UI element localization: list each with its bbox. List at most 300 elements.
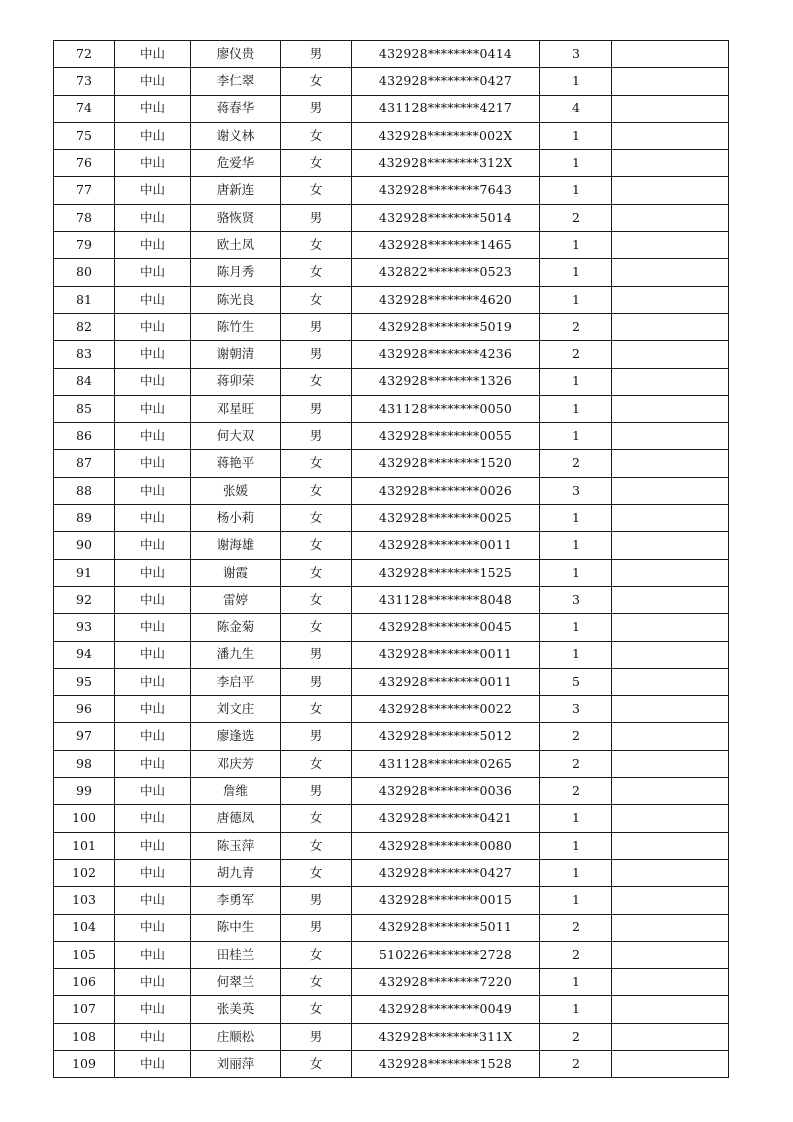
town-cell: 中山 (115, 750, 191, 777)
table-row (54, 996, 729, 1023)
table-row (54, 750, 729, 777)
person-name-cell: 邓庆芳 (191, 750, 281, 777)
person-name-cell: 陈玉萍 (191, 832, 281, 859)
person-name-cell: 何翠兰 (191, 969, 281, 996)
person-name-cell: 张美英 (191, 996, 281, 1023)
household-count-cell: 1 (540, 887, 612, 914)
remarks-cell (612, 723, 729, 750)
table-row (54, 41, 729, 68)
person-name-cell: 李启平 (191, 668, 281, 695)
person-name-cell: 雷婷 (191, 586, 281, 613)
row-number-cell: 85 (54, 395, 115, 422)
row-number-cell: 95 (54, 668, 115, 695)
row-number-cell: 86 (54, 423, 115, 450)
remarks-cell (612, 341, 729, 368)
row-number-cell: 108 (54, 1023, 115, 1050)
remarks-cell (612, 150, 729, 177)
household-count-cell: 4 (540, 95, 612, 122)
person-name-cell: 陈金菊 (191, 614, 281, 641)
sex-cell: 女 (281, 259, 352, 286)
sex-cell: 女 (281, 177, 352, 204)
id-number-cell: 432928********1525 (352, 559, 540, 586)
remarks-cell (612, 41, 729, 68)
remarks-cell (612, 177, 729, 204)
remarks-cell (612, 887, 729, 914)
sex-cell: 男 (281, 778, 352, 805)
person-name-cell: 李勇军 (191, 887, 281, 914)
id-number-cell: 431128********0265 (352, 750, 540, 777)
table-row (54, 668, 729, 695)
person-name-cell: 骆恢贤 (191, 204, 281, 231)
id-number-cell: 432928********312X (352, 150, 540, 177)
sex-cell: 男 (281, 723, 352, 750)
id-number-cell: 432928********0414 (352, 41, 540, 68)
id-number-cell: 432928********0055 (352, 423, 540, 450)
id-number-cell: 432928********4236 (352, 341, 540, 368)
sex-cell: 女 (281, 859, 352, 886)
table-row (54, 887, 729, 914)
remarks-cell (612, 641, 729, 668)
remarks-cell (612, 941, 729, 968)
person-name-cell: 杨小莉 (191, 505, 281, 532)
row-number-cell: 89 (54, 505, 115, 532)
table-row (54, 805, 729, 832)
household-count-cell: 3 (540, 586, 612, 613)
town-cell: 中山 (115, 859, 191, 886)
household-count-cell: 1 (540, 395, 612, 422)
remarks-cell (612, 423, 729, 450)
town-cell: 中山 (115, 641, 191, 668)
table-row (54, 914, 729, 941)
town-cell: 中山 (115, 805, 191, 832)
id-number-cell: 432928********0011 (352, 641, 540, 668)
town-cell: 中山 (115, 177, 191, 204)
row-number-cell: 109 (54, 1050, 115, 1077)
table-row (54, 450, 729, 477)
town-cell: 中山 (115, 232, 191, 259)
town-cell: 中山 (115, 95, 191, 122)
household-count-cell: 1 (540, 122, 612, 149)
person-name-cell: 陈竹生 (191, 313, 281, 340)
table-row (54, 532, 729, 559)
sex-cell: 男 (281, 914, 352, 941)
row-number-cell: 72 (54, 41, 115, 68)
town-cell: 中山 (115, 150, 191, 177)
sex-cell: 女 (281, 941, 352, 968)
town-cell: 中山 (115, 887, 191, 914)
row-number-cell: 90 (54, 532, 115, 559)
row-number-cell: 103 (54, 887, 115, 914)
table-row (54, 313, 729, 340)
town-cell: 中山 (115, 368, 191, 395)
person-name-cell: 潘九生 (191, 641, 281, 668)
town-cell: 中山 (115, 996, 191, 1023)
row-number-cell: 77 (54, 177, 115, 204)
row-number-cell: 76 (54, 150, 115, 177)
remarks-cell (612, 505, 729, 532)
household-count-cell: 3 (540, 696, 612, 723)
household-count-cell: 2 (540, 750, 612, 777)
id-number-cell: 431128********4217 (352, 95, 540, 122)
sex-cell: 女 (281, 696, 352, 723)
row-number-cell: 83 (54, 341, 115, 368)
id-number-cell: 432928********1520 (352, 450, 540, 477)
town-cell: 中山 (115, 259, 191, 286)
table-row (54, 232, 729, 259)
remarks-cell (612, 95, 729, 122)
town-cell: 中山 (115, 341, 191, 368)
person-name-cell: 陈月秀 (191, 259, 281, 286)
row-number-cell: 101 (54, 832, 115, 859)
person-name-cell: 谢霞 (191, 559, 281, 586)
remarks-cell (612, 313, 729, 340)
remarks-cell (612, 778, 729, 805)
row-number-cell: 82 (54, 313, 115, 340)
sex-cell: 女 (281, 586, 352, 613)
remarks-cell (612, 122, 729, 149)
table-row (54, 150, 729, 177)
table-row (54, 723, 729, 750)
id-number-cell: 432928********5014 (352, 204, 540, 231)
person-name-cell: 蒋艳平 (191, 450, 281, 477)
household-count-cell: 2 (540, 313, 612, 340)
household-count-cell: 2 (540, 450, 612, 477)
sex-cell: 女 (281, 832, 352, 859)
row-number-cell: 80 (54, 259, 115, 286)
row-number-cell: 88 (54, 477, 115, 504)
table-row (54, 1023, 729, 1050)
remarks-cell (612, 450, 729, 477)
remarks-cell (612, 805, 729, 832)
town-cell: 中山 (115, 941, 191, 968)
sex-cell: 男 (281, 341, 352, 368)
row-number-cell: 107 (54, 996, 115, 1023)
id-number-cell: 432928********0421 (352, 805, 540, 832)
person-name-cell: 邓星旺 (191, 395, 281, 422)
sex-cell: 女 (281, 532, 352, 559)
table-row (54, 122, 729, 149)
sex-cell: 女 (281, 805, 352, 832)
household-count-cell: 3 (540, 41, 612, 68)
id-number-cell: 432928********0025 (352, 505, 540, 532)
person-name-cell: 廖逢选 (191, 723, 281, 750)
id-number-cell: 432928********5012 (352, 723, 540, 750)
id-number-cell: 432928********0022 (352, 696, 540, 723)
id-number-cell: 431128********0050 (352, 395, 540, 422)
town-cell: 中山 (115, 477, 191, 504)
person-name-cell: 庄顺松 (191, 1023, 281, 1050)
row-number-cell: 100 (54, 805, 115, 832)
town-cell: 中山 (115, 696, 191, 723)
household-count-cell: 1 (540, 805, 612, 832)
remarks-cell (612, 969, 729, 996)
household-count-cell: 2 (540, 914, 612, 941)
remarks-cell (612, 368, 729, 395)
table-row (54, 259, 729, 286)
household-count-cell: 1 (540, 177, 612, 204)
row-number-cell: 97 (54, 723, 115, 750)
sex-cell: 女 (281, 1050, 352, 1077)
town-cell: 中山 (115, 41, 191, 68)
remarks-cell (612, 259, 729, 286)
person-name-cell: 田桂兰 (191, 941, 281, 968)
sex-cell: 女 (281, 614, 352, 641)
household-count-cell: 5 (540, 668, 612, 695)
household-count-cell: 2 (540, 941, 612, 968)
town-cell: 中山 (115, 586, 191, 613)
row-number-cell: 102 (54, 859, 115, 886)
person-name-cell: 唐德凤 (191, 805, 281, 832)
table-row (54, 641, 729, 668)
town-cell: 中山 (115, 1050, 191, 1077)
person-name-cell: 胡九青 (191, 859, 281, 886)
town-cell: 中山 (115, 559, 191, 586)
id-number-cell: 432928********0045 (352, 614, 540, 641)
person-name-cell: 张媛 (191, 477, 281, 504)
household-count-cell: 1 (540, 286, 612, 313)
id-number-cell: 432928********1326 (352, 368, 540, 395)
table-row (54, 696, 729, 723)
sex-cell: 女 (281, 232, 352, 259)
sex-cell: 女 (281, 996, 352, 1023)
id-number-cell: 432928********0015 (352, 887, 540, 914)
remarks-cell (612, 832, 729, 859)
household-count-cell: 1 (540, 532, 612, 559)
row-number-cell: 74 (54, 95, 115, 122)
row-number-cell: 73 (54, 68, 115, 95)
sex-cell: 男 (281, 641, 352, 668)
table-row (54, 368, 729, 395)
row-number-cell: 91 (54, 559, 115, 586)
household-count-cell: 1 (540, 614, 612, 641)
person-name-cell: 陈中生 (191, 914, 281, 941)
sex-cell: 男 (281, 1023, 352, 1050)
town-cell: 中山 (115, 778, 191, 805)
person-name-cell: 谢海雄 (191, 532, 281, 559)
table-row (54, 832, 729, 859)
row-number-cell: 81 (54, 286, 115, 313)
table-row (54, 286, 729, 313)
remarks-cell (612, 996, 729, 1023)
remarks-cell (612, 614, 729, 641)
id-number-cell: 432928********0080 (352, 832, 540, 859)
sex-cell: 女 (281, 450, 352, 477)
table-row (54, 1050, 729, 1077)
person-name-cell: 陈光良 (191, 286, 281, 313)
remarks-cell (612, 286, 729, 313)
household-count-cell: 1 (540, 259, 612, 286)
row-number-cell: 78 (54, 204, 115, 231)
town-cell: 中山 (115, 723, 191, 750)
id-number-cell: 432928********0427 (352, 68, 540, 95)
remarks-cell (612, 532, 729, 559)
table-row (54, 395, 729, 422)
person-name-cell: 刘文庄 (191, 696, 281, 723)
table-row (54, 505, 729, 532)
town-cell: 中山 (115, 122, 191, 149)
town-cell: 中山 (115, 1023, 191, 1050)
id-number-cell: 432928********7220 (352, 969, 540, 996)
sex-cell: 女 (281, 750, 352, 777)
id-number-cell: 432928********0011 (352, 532, 540, 559)
person-name-cell: 詹维 (191, 778, 281, 805)
town-cell: 中山 (115, 395, 191, 422)
id-number-cell: 432928********1528 (352, 1050, 540, 1077)
household-count-cell: 1 (540, 859, 612, 886)
town-cell: 中山 (115, 832, 191, 859)
roster-body (54, 41, 729, 1078)
household-count-cell: 2 (540, 204, 612, 231)
id-number-cell: 431128********8048 (352, 586, 540, 613)
sex-cell: 男 (281, 313, 352, 340)
table-row (54, 559, 729, 586)
sex-cell: 女 (281, 969, 352, 996)
table-row (54, 95, 729, 122)
household-count-cell: 2 (540, 1050, 612, 1077)
id-number-cell: 432928********0011 (352, 668, 540, 695)
row-number-cell: 94 (54, 641, 115, 668)
town-cell: 中山 (115, 614, 191, 641)
remarks-cell (612, 204, 729, 231)
household-count-cell: 1 (540, 150, 612, 177)
id-number-cell: 432928********5019 (352, 313, 540, 340)
town-cell: 中山 (115, 969, 191, 996)
row-number-cell: 93 (54, 614, 115, 641)
row-number-cell: 79 (54, 232, 115, 259)
person-name-cell: 李仁翠 (191, 68, 281, 95)
id-number-cell: 432928********002X (352, 122, 540, 149)
household-count-cell: 2 (540, 1023, 612, 1050)
town-cell: 中山 (115, 450, 191, 477)
sex-cell: 女 (281, 286, 352, 313)
id-number-cell: 510226********2728 (352, 941, 540, 968)
remarks-cell (612, 559, 729, 586)
remarks-cell (612, 232, 729, 259)
person-name-cell: 蒋春华 (191, 95, 281, 122)
id-number-cell: 432928********5011 (352, 914, 540, 941)
table-row (54, 778, 729, 805)
remarks-cell (612, 859, 729, 886)
table-row (54, 941, 729, 968)
table-row (54, 177, 729, 204)
id-number-cell: 432928********0427 (352, 859, 540, 886)
sex-cell: 女 (281, 505, 352, 532)
row-number-cell: 104 (54, 914, 115, 941)
town-cell: 中山 (115, 313, 191, 340)
household-count-cell: 1 (540, 559, 612, 586)
person-name-cell: 何大双 (191, 423, 281, 450)
id-number-cell: 432928********7643 (352, 177, 540, 204)
town-cell: 中山 (115, 914, 191, 941)
person-name-cell: 谢朝清 (191, 341, 281, 368)
person-name-cell: 唐新连 (191, 177, 281, 204)
remarks-cell (612, 1023, 729, 1050)
table-row (54, 477, 729, 504)
sex-cell: 女 (281, 559, 352, 586)
sex-cell: 男 (281, 395, 352, 422)
remarks-cell (612, 696, 729, 723)
town-cell: 中山 (115, 286, 191, 313)
sex-cell: 女 (281, 368, 352, 395)
id-number-cell: 432928********0049 (352, 996, 540, 1023)
table-row (54, 586, 729, 613)
row-number-cell: 98 (54, 750, 115, 777)
sex-cell: 男 (281, 423, 352, 450)
town-cell: 中山 (115, 668, 191, 695)
household-count-cell: 1 (540, 996, 612, 1023)
table-row (54, 204, 729, 231)
household-count-cell: 1 (540, 505, 612, 532)
table-row (54, 68, 729, 95)
row-number-cell: 106 (54, 969, 115, 996)
household-count-cell: 1 (540, 368, 612, 395)
row-number-cell: 92 (54, 586, 115, 613)
person-name-cell: 危爱华 (191, 150, 281, 177)
sex-cell: 男 (281, 41, 352, 68)
household-count-cell: 1 (540, 232, 612, 259)
sex-cell: 女 (281, 477, 352, 504)
person-name-cell: 刘丽萍 (191, 1050, 281, 1077)
town-cell: 中山 (115, 68, 191, 95)
remarks-cell (612, 668, 729, 695)
row-number-cell: 105 (54, 941, 115, 968)
household-count-cell: 1 (540, 641, 612, 668)
remarks-cell (612, 395, 729, 422)
table-row (54, 341, 729, 368)
household-count-cell: 1 (540, 423, 612, 450)
sex-cell: 女 (281, 68, 352, 95)
id-number-cell: 432928********4620 (352, 286, 540, 313)
person-name-cell: 谢义林 (191, 122, 281, 149)
household-count-cell: 1 (540, 832, 612, 859)
household-count-cell: 2 (540, 723, 612, 750)
town-cell: 中山 (115, 423, 191, 450)
person-name-cell: 欧土凤 (191, 232, 281, 259)
household-count-cell: 2 (540, 341, 612, 368)
remarks-cell (612, 68, 729, 95)
sex-cell: 女 (281, 122, 352, 149)
person-name-cell: 蒋卯荣 (191, 368, 281, 395)
id-number-cell: 432928********0026 (352, 477, 540, 504)
sex-cell: 男 (281, 887, 352, 914)
table-row (54, 614, 729, 641)
id-number-cell: 432928********0036 (352, 778, 540, 805)
remarks-cell (612, 586, 729, 613)
sex-cell: 男 (281, 95, 352, 122)
remarks-cell (612, 914, 729, 941)
roster-table (53, 40, 729, 1078)
household-count-cell: 3 (540, 477, 612, 504)
town-cell: 中山 (115, 532, 191, 559)
household-count-cell: 1 (540, 68, 612, 95)
remarks-cell (612, 1050, 729, 1077)
sex-cell: 男 (281, 204, 352, 231)
table-row (54, 859, 729, 886)
id-number-cell: 432822********0523 (352, 259, 540, 286)
town-cell: 中山 (115, 505, 191, 532)
table-row (54, 423, 729, 450)
remarks-cell (612, 750, 729, 777)
household-count-cell: 1 (540, 969, 612, 996)
row-number-cell: 87 (54, 450, 115, 477)
person-name-cell: 廖仪贵 (191, 41, 281, 68)
table-row (54, 969, 729, 996)
id-number-cell: 432928********311X (352, 1023, 540, 1050)
row-number-cell: 99 (54, 778, 115, 805)
town-cell: 中山 (115, 204, 191, 231)
row-number-cell: 84 (54, 368, 115, 395)
sex-cell: 男 (281, 668, 352, 695)
